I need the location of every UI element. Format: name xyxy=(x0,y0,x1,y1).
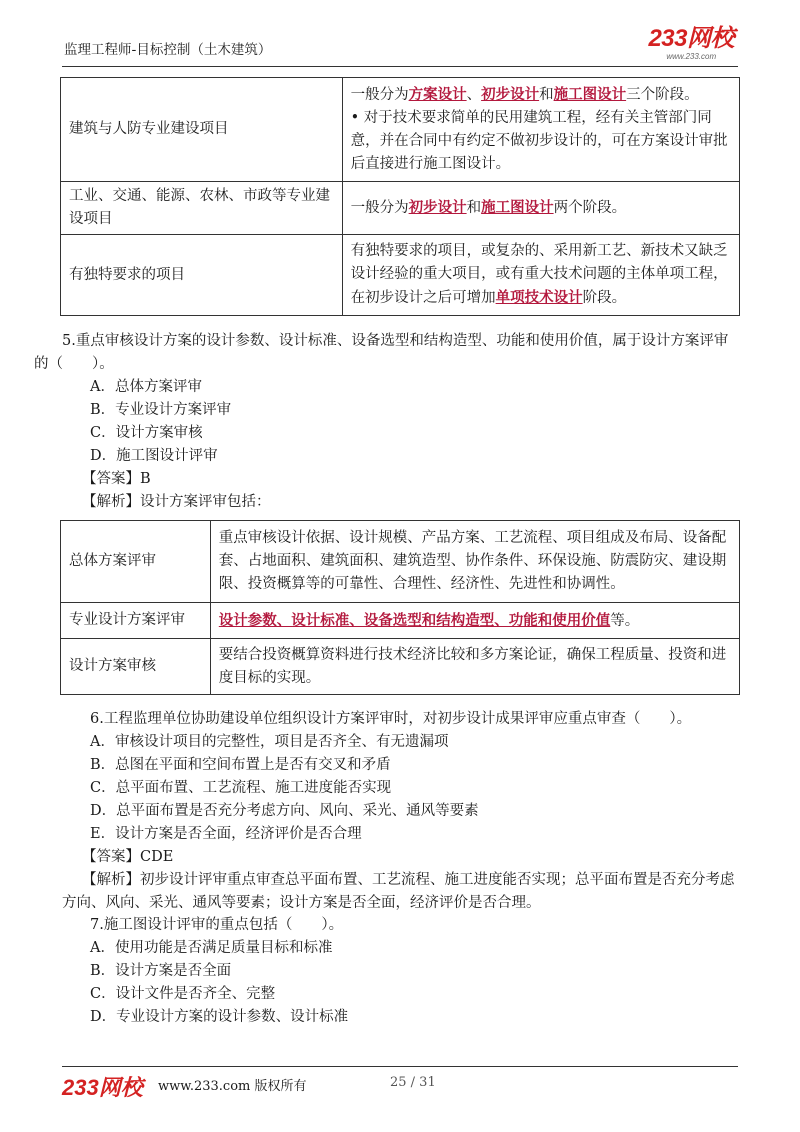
highlight-term: 方案设计 xyxy=(408,86,467,103)
text: 有独特要求的项目，或复杂的、采用新工艺、新技术又缺乏设计经验的重大项目，或有重大技术问题的主体单项工程，在初步设计之后可增加 xyxy=(350,243,728,306)
option-a: A．使用功能是否满足质量目标和标准 xyxy=(90,940,333,956)
logo-url: www.233.com xyxy=(666,52,717,61)
highlight-term: 施工图设计 xyxy=(481,199,554,216)
logo-text: 233网校 xyxy=(648,25,734,52)
option-c: C．设计方案审核 xyxy=(90,425,203,441)
option-b: B．总图在平面和空间布置上是否有交叉和矛盾 xyxy=(90,757,391,773)
text: 、 xyxy=(466,87,482,103)
copyright: www.233.com 版权所有 xyxy=(158,1079,307,1094)
question-7 xyxy=(62,914,742,1029)
page-footer xyxy=(62,1066,738,1100)
table-row xyxy=(61,639,740,695)
stage-description-cell xyxy=(342,78,739,182)
text: 等。 xyxy=(610,612,640,629)
table-row xyxy=(61,78,740,182)
text: 三个阶段。 xyxy=(626,87,699,103)
highlight-term: 初步设计 xyxy=(481,86,540,103)
option-b: B．设计方案是否全面 xyxy=(90,963,232,979)
question-5 xyxy=(34,330,742,514)
bullet-note: • 对于技术要求简单的民用建筑工程，经有关主管部门同意，并在合同中有约定不做初步设计的，可在方案设计审批后直接进行施工图设计。 xyxy=(350,110,728,172)
answer: 【答案】B xyxy=(82,471,151,487)
option-d: D．总平面布置是否充分考虑方向、风向、采光、通风等要素 xyxy=(90,803,479,819)
project-type-cell: 工业、交通、能源、农林、市政等专业建设项目 xyxy=(61,182,343,235)
table-row xyxy=(61,603,740,639)
review-content-cell: 要结合投资概算资料进行技术经济比较和多方案论证，确保工程质量、投资和进度目标的实现。 xyxy=(210,639,739,695)
design-stage-table xyxy=(60,77,740,316)
highlight-term: 施工图设计 xyxy=(553,86,627,103)
text: 两个阶段。 xyxy=(553,200,627,216)
review-content-cell xyxy=(210,603,739,639)
highlight-term: 初步设计 xyxy=(408,199,467,216)
option-c: C．设计文件是否齐全、完整 xyxy=(90,986,276,1002)
page-header xyxy=(62,26,738,67)
project-type-cell: 有独特要求的项目 xyxy=(61,235,343,316)
question-stem: 5.重点审核设计方案的设计参数、设计标准、设备选型和结构造型、功能和使用价值，属于设计方案评审的（ ）。 xyxy=(34,333,729,372)
option-e: E．设计方案是否全面，经济评价是否合理 xyxy=(90,826,362,842)
option-a: A．审核设计项目的完整性，项目是否齐全、有无遗漏项 xyxy=(90,734,449,750)
review-type-cell: 总体方案评审 xyxy=(61,521,211,603)
answer: 【答案】CDE xyxy=(82,849,174,865)
brand-logo xyxy=(648,26,734,61)
stage-description-cell xyxy=(342,182,739,235)
review-type-cell: 专业设计方案评审 xyxy=(61,603,211,639)
option-d: D．专业设计方案的设计参数、设计标准 xyxy=(90,1009,349,1025)
stage-description-cell xyxy=(342,235,739,316)
option-d: D．施工图设计评审 xyxy=(90,448,218,464)
footer-logo: 233网校 xyxy=(62,1075,143,1100)
text: 和 xyxy=(539,87,554,103)
review-content-cell: 重点审核设计依据、设计规模、产品方案、工艺流程、项目组成及布局、设备配套、占地面积、建筑面积、建筑造型、协作条件、环保设施、防震防灾、建设期限、投资概算等的可靠性、合理性、经济性、先进性和协调性。 xyxy=(210,521,739,603)
review-types-table xyxy=(60,520,740,695)
project-type-cell: 建筑与人防专业建设项目 xyxy=(61,78,343,182)
question-6 xyxy=(62,708,742,915)
document-title: 监理工程师-目标控制（土木建筑） xyxy=(64,42,272,58)
question-stem: 6.工程监理单位协助建设单位组织设计方案评审时，对初步设计成果评审应重点审查（ ）。 xyxy=(90,711,692,727)
option-a: A．总体方案评审 xyxy=(90,379,202,395)
text: 和 xyxy=(466,200,482,216)
question-stem: 7.施工图设计评审的重点包括（ ）。 xyxy=(90,917,344,933)
highlight-term: 单项技术设计 xyxy=(495,289,583,306)
text: 一般分为 xyxy=(350,200,409,216)
analysis: 【解析】设计方案评审包括： xyxy=(82,494,271,510)
text: 阶段。 xyxy=(582,290,627,306)
highlight-term: 设计参数、设计标准、设备选型和结构造型、功能和使用价值 xyxy=(218,611,611,629)
analysis: 【解析】初步设计评审重点审查总平面布置、工艺流程、施工进度能否实现；总平面布置是否充分考虑方向、风向、采光、通风等要素；设计方案是否全面，经济评价是否合理。 xyxy=(62,872,735,911)
option-b: B．专业设计方案评审 xyxy=(90,402,232,418)
table-row xyxy=(61,521,740,603)
table-row xyxy=(61,182,740,235)
review-type-cell: 设计方案审核 xyxy=(61,639,211,695)
option-c: C．总平面布置、工艺流程、施工进度能否实现 xyxy=(90,780,392,796)
table-row xyxy=(61,235,740,316)
page-number: 25 / 31 xyxy=(390,1075,436,1090)
text: 一般分为 xyxy=(350,87,409,103)
